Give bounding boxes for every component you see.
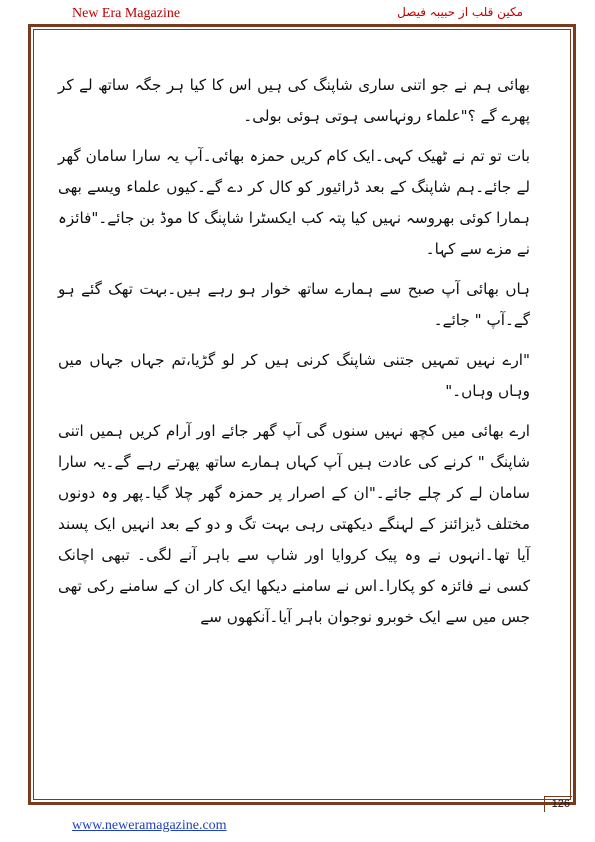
paragraph: ارے بھائی میں کچھ نہیں سنوں گی آپ گھر جائے اور آرام کریں ہمیں اتنی شاپنگ " کرنے کی عادت ہیں آپ کہاں ہمارے ساتھ پھرتے رہے گے۔یہ سارا سامان لے کر چلے جائے۔"ان کے اصرار پر حمزہ گھر چلا گیا۔پھر وہ دونوں مختلف ڈیزائنز کے لہنگے دیکھتی رہی بہت تگ و دو کے بعد انہیں ایک پسند آیا تھا۔انہوں نے وہ پیک کروایا اور شاپ سے باہر آنے لگی۔ تبھی اچانک کسی نے فائزہ کو پکارا۔اس نے سامنے دیکھا ایک کار ان کے سامنے رکی تھی جس میں سے ایک خوبرو نوجوان باہر آیا۔آنکھوں سے — [58, 422, 530, 626]
paragraph: "ارے نہیں تمہیں جتنی شاپنگ کرنی ہیں کر لو گڑیا،تم جہاں جہاں میں وہاں وہاں۔" — [58, 351, 530, 400]
paragraph: ہاں بھائی آپ صبح سے ہمارے ساتھ خوار ہو رہے ہیں۔بہت تھک گئے ہو گے۔آپ " جائے۔ — [58, 280, 530, 329]
story-body — [58, 70, 530, 642]
website-link[interactable]: www.neweramagazine.com — [72, 818, 227, 833]
magazine-name: New Era Magazine — [72, 6, 181, 21]
page-number: 126 — [544, 796, 572, 812]
paragraph: بھائی ہم نے جو اتنی ساری شاپنگ کی ہیں اس کا کیا ہر جگہ ساتھ لے کر پھرے گے ؟"علماء رونہاسی ہوتی ہوئی بولی۔ — [58, 76, 530, 125]
story-title: مکین قلب از حبیبہ فیصل — [397, 5, 523, 19]
paragraph: بات تو تم نے ٹھیک کہی۔ایک کام کریں حمزہ بھائی۔آپ یہ سارا سامان گھر لے جائے۔ہم شاپنگ کے بعد ڈرائیور کو کال کر دے گے۔کیوں علماء ویسے بھی ہمارا کوئی بھروسہ نہیں کیا پتہ کب ایکسٹرا شاپنگ کا موڈ بن جائے۔"فائزہ نے مزے سے کہا۔ — [57, 147, 530, 258]
